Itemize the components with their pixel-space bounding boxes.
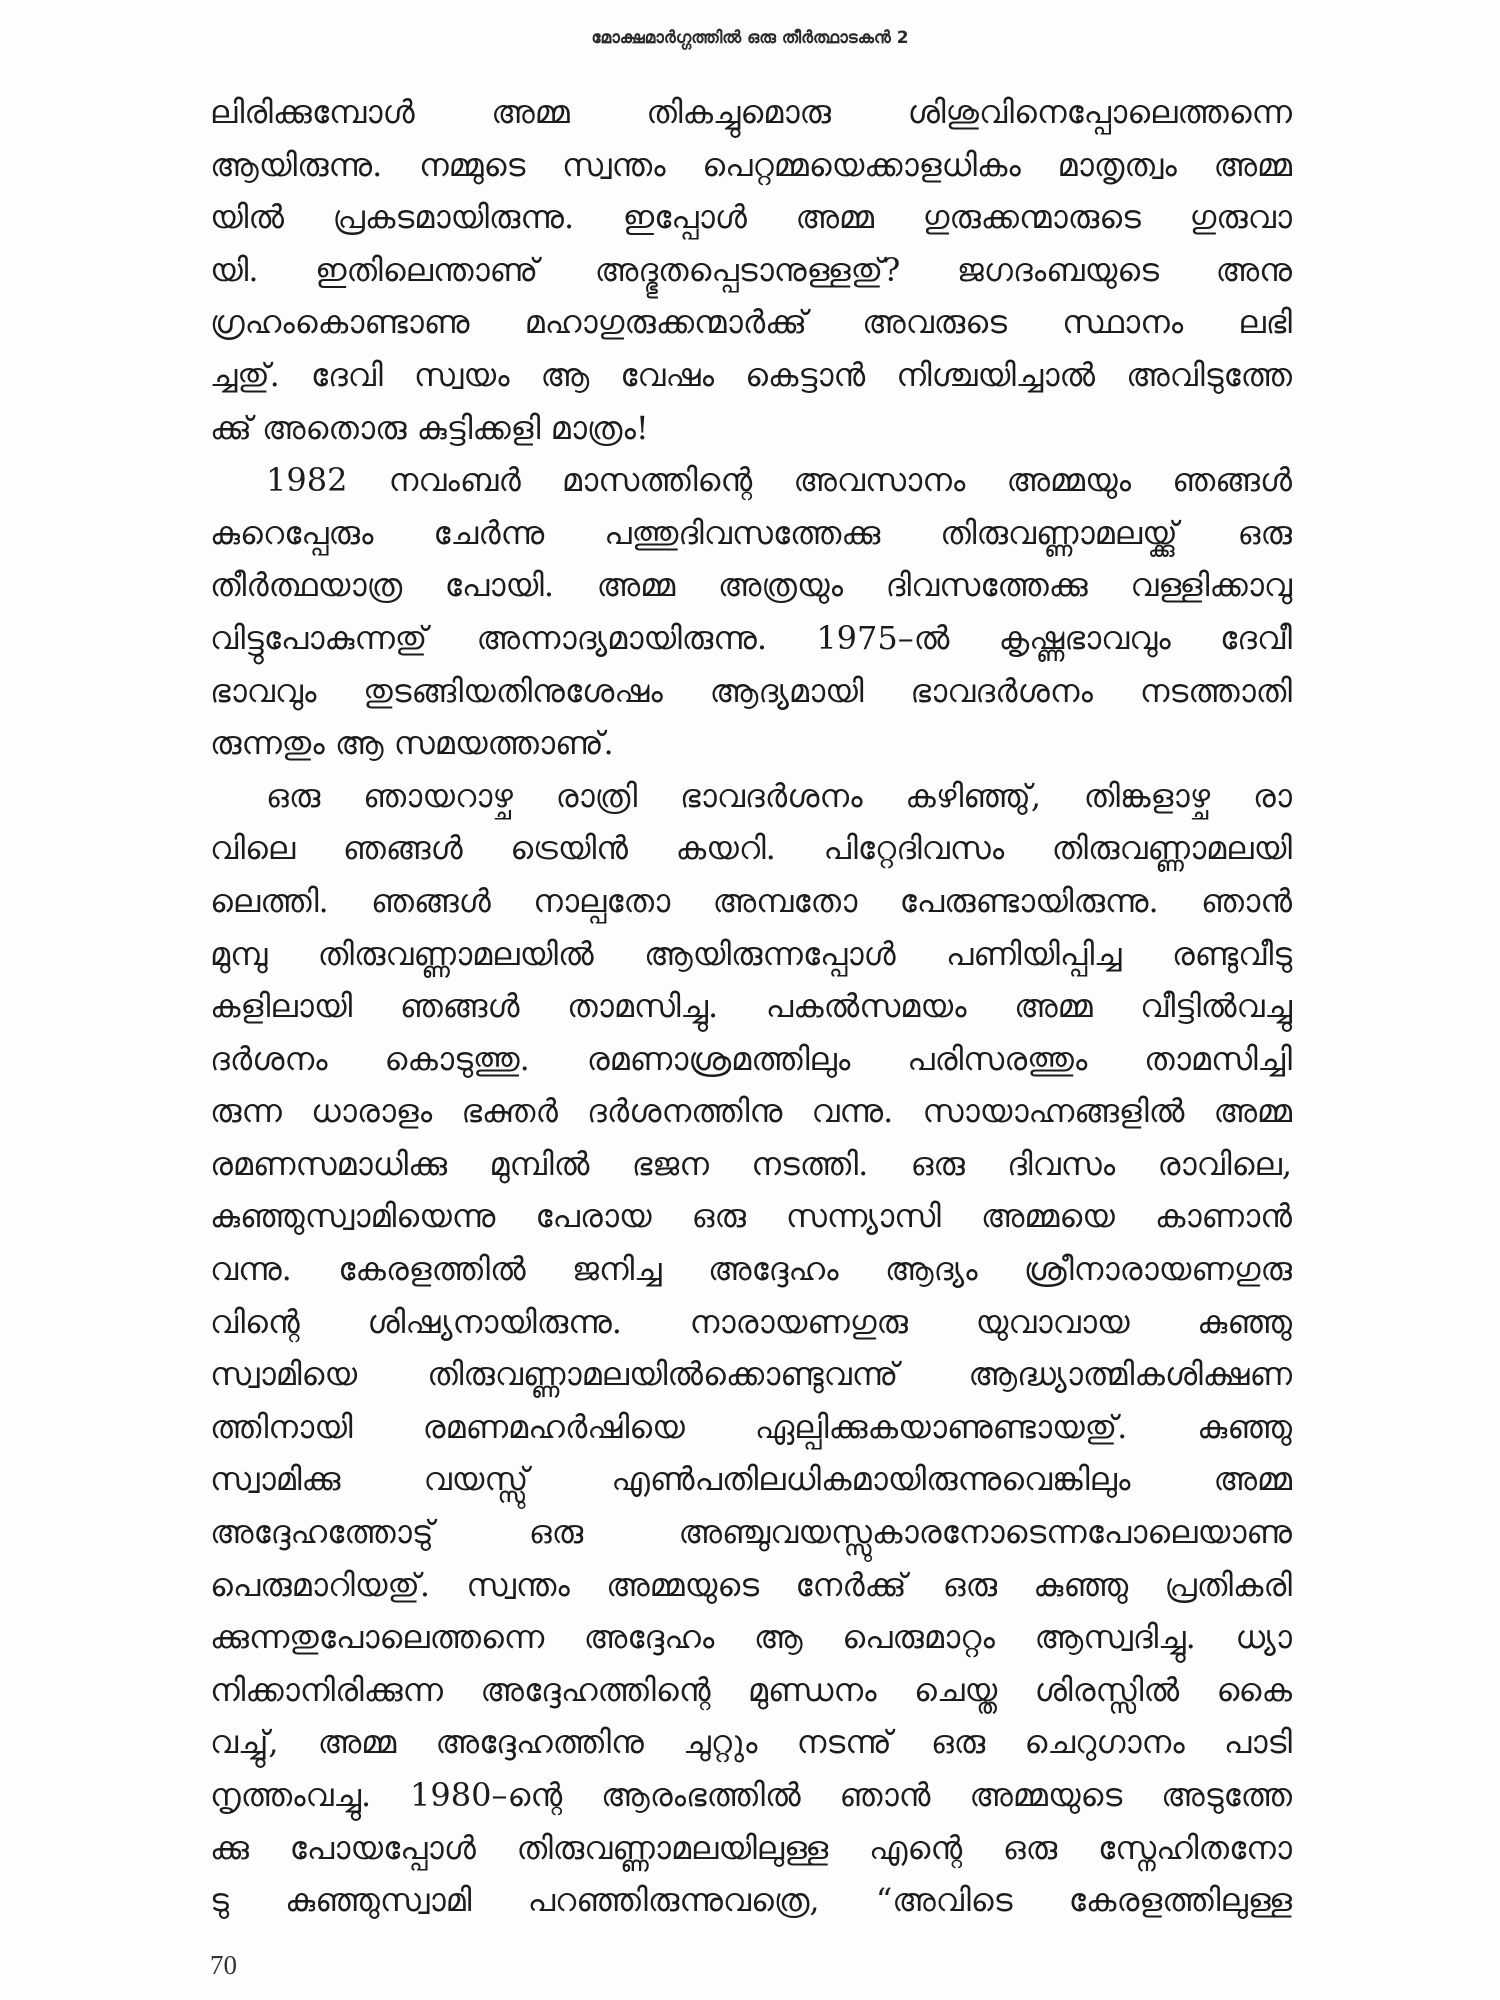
text-line: 1982 നവംബർ മാസത്തിന്റെ അവസാനം അമ്മയും ഞങ്ങൾ xyxy=(266,461,1292,500)
text-line: യിൽ പ്രകടമായിരുന്നു. ഇപ്പോൾ അമ്മ ഗുരുക്കന്മാരുടെ ഗുരുവാ xyxy=(210,198,1292,237)
text-line: തീർത്ഥയാത്ര പോയി. അമ്മ അത്രയും ദിവസത്തേക്കു വള്ളിക്കാവു xyxy=(210,566,1292,605)
text-line: ക്കുന്നതുപോലെത്തന്നെ അദ്ദേഹം ആ പെരുമാറ്റം ആസ്വദിച്ചു. ധ്യാ xyxy=(210,1618,1292,1657)
text-line: പെരുമാറിയതു്. സ്വന്തം അമ്മയുടെ നേർക്കു് ഒരു കുഞ്ഞു പ്രതികരി xyxy=(210,1565,1292,1604)
text-line: ആയിരുന്നു. നമ്മുടെ സ്വന്തം പെറ്റമ്മയെക്കാളധികം മാതൃത്വം അമ്മ xyxy=(210,145,1292,184)
text-line: രുന്ന ധാരാളം ഭക്തർ ദർശനത്തിനു വന്നു. സായാഹ്നങ്ങളിൽ അമ്മ xyxy=(210,1092,1292,1131)
body-text xyxy=(210,86,1292,1927)
paragraph xyxy=(210,770,1292,1927)
text-line: നൃത്തംവച്ചു. 1980–ന്റെ ആരംഭത്തിൽ ഞാൻ അമ്മയുടെ അടുത്തേ xyxy=(210,1776,1292,1814)
text-line: അദ്ദേഹത്തോടു് ഒരു അഞ്ചുവയസ്സുകാരനോടെന്നപോലെയാണു xyxy=(210,1513,1292,1552)
text-line: ച്ചതു്. ദേവി സ്വയം ആ വേഷം കെട്ടാൻ നിശ്ചയിച്ചാൽ അവിടുത്തേ xyxy=(210,355,1292,394)
text-line: നിക്കാനിരിക്കുന്ന അദ്ദേഹത്തിന്റെ മുണ്ഡനം ചെയ്ത ശിരസ്സിൽ കൈ xyxy=(210,1670,1292,1709)
running-header: മോക്ഷമാർഗ്ഗത്തിൽ ഒരു തീർത്ഥാടകൻ 2 xyxy=(591,28,909,48)
text-line: ടു കുഞ്ഞുസ്വാമി പറഞ്ഞിരുന്നുവത്രെ, “അവിടെ കേരളത്തിലുള്ള xyxy=(210,1881,1292,1920)
text-line: യി. ഇതിലെന്താണു് അദ്ഭുതപ്പെടാനുള്ളതു്? ജഗദംബയുടെ അനു xyxy=(210,250,1292,289)
text-line: ഗ്രഹംകൊണ്ടാണു മഹാഗുരുക്കന്മാർക്കു് അവരുടെ സ്ഥാനം ലഭി xyxy=(210,303,1292,342)
text-line: ദർശനം കൊടുത്തു. രമണാശ്രമത്തിലും പരിസരത്തും താമസിച്ചി xyxy=(210,1039,1292,1078)
text-line: ത്തിനായി രമണമഹർഷിയെ ഏല്പിക്കുകയാണുണ്ടായതു്. കുഞ്ഞു xyxy=(210,1407,1292,1446)
text-line: ഭാവവും തുടങ്ങിയതിനുശേഷം ആദ്യമായി ഭാവദർശനം നടത്താതി xyxy=(210,671,1292,710)
text-line: ക്കു പോയപ്പോൾ തിരുവണ്ണാമലയിലുള്ള എന്റെ ഒരു സ്നേഹിതനോ xyxy=(210,1828,1292,1867)
text-line: വിലെ ഞങ്ങൾ ട്രെയിൻ കയറി. പിറ്റേദിവസം തിരുവണ്ണാമലയി xyxy=(210,829,1292,868)
text-line: രമണസമാധിക്കു മുമ്പിൽ ഭജന നടത്തി. ഒരു ദിവസം രാവിലെ, xyxy=(210,1144,1292,1183)
text-line: മുമ്പു തിരുവണ്ണാമലയിൽ ആയിരുന്നപ്പോൾ പണിയിപ്പിച്ച രണ്ടുവീടു xyxy=(210,934,1292,973)
paragraph xyxy=(210,454,1292,770)
page-number: 70 xyxy=(210,1950,237,1980)
text-line: കുറെപ്പേരും ചേർന്നു പത്തുദിവസത്തേക്കു തിരുവണ്ണാമലയ്ക്കു് ഒരു xyxy=(210,513,1292,552)
text-line: കളിലായി ഞങ്ങൾ താമസിച്ചു. പകൽസമയം അമ്മ വീട്ടിൽവച്ചു xyxy=(210,987,1292,1026)
text-line: വിന്റെ ശിഷ്യനായിരുന്നു. നാരായണഗുരു യുവാവായ കുഞ്ഞു xyxy=(210,1302,1292,1341)
text-line: സ്വാമിയെ തിരുവണ്ണാമലയിൽക്കൊണ്ടുവന്നു് ആദ്ധ്യാത്മികശിക്ഷണ xyxy=(210,1355,1292,1394)
text-line: സ്വാമിക്കു വയസ്സു് എൺപതിലധികമായിരുന്നുവെങ്കിലും അമ്മ xyxy=(210,1460,1292,1499)
paragraph xyxy=(210,86,1292,454)
text-line: കുഞ്ഞുസ്വാമിയെന്നു പേരായ ഒരു സന്ന്യാസി അമ്മയെ കാണാൻ xyxy=(210,1197,1292,1236)
text-line: വച്ചു്, അമ്മ അദ്ദേഹത്തിനു ചുറ്റും നടന്നു് ഒരു ചെറുഗാനം പാടി xyxy=(210,1723,1292,1762)
text-line: ലിരിക്കുമ്പോൾ അമ്മ തികച്ചുമൊരു ശിശുവിനെപ്പോലെത്തന്നെ xyxy=(210,93,1292,131)
text-line: ക്കു് അതൊരു കുട്ടിക്കളി മാത്രം! xyxy=(210,408,649,447)
text-line: വിട്ടുപോകുന്നതു് അന്നാദ്യമായിരുന്നു. 1975–ൽ കൃഷ്ണഭാവവും ദേവീ xyxy=(210,618,1292,657)
text-line: വന്നു. കേരളത്തിൽ ജനിച്ച അദ്ദേഹം ആദ്യം ശ്രീനാരായണഗുരു xyxy=(210,1250,1292,1289)
text-line: ഒരു ഞായറാഴ്ച രാത്രി ഭാവദർശനം കഴിഞ്ഞു്, തിങ്കളാഴ്ച രാ xyxy=(266,776,1292,815)
text-line: ലെത്തി. ഞങ്ങൾ നാല്പതോ അമ്പതോ പേരുണ്ടായിരുന്നു. ഞാൻ xyxy=(210,881,1292,920)
text-line: രുന്നതും ആ സമയത്താണു്. xyxy=(210,724,614,763)
